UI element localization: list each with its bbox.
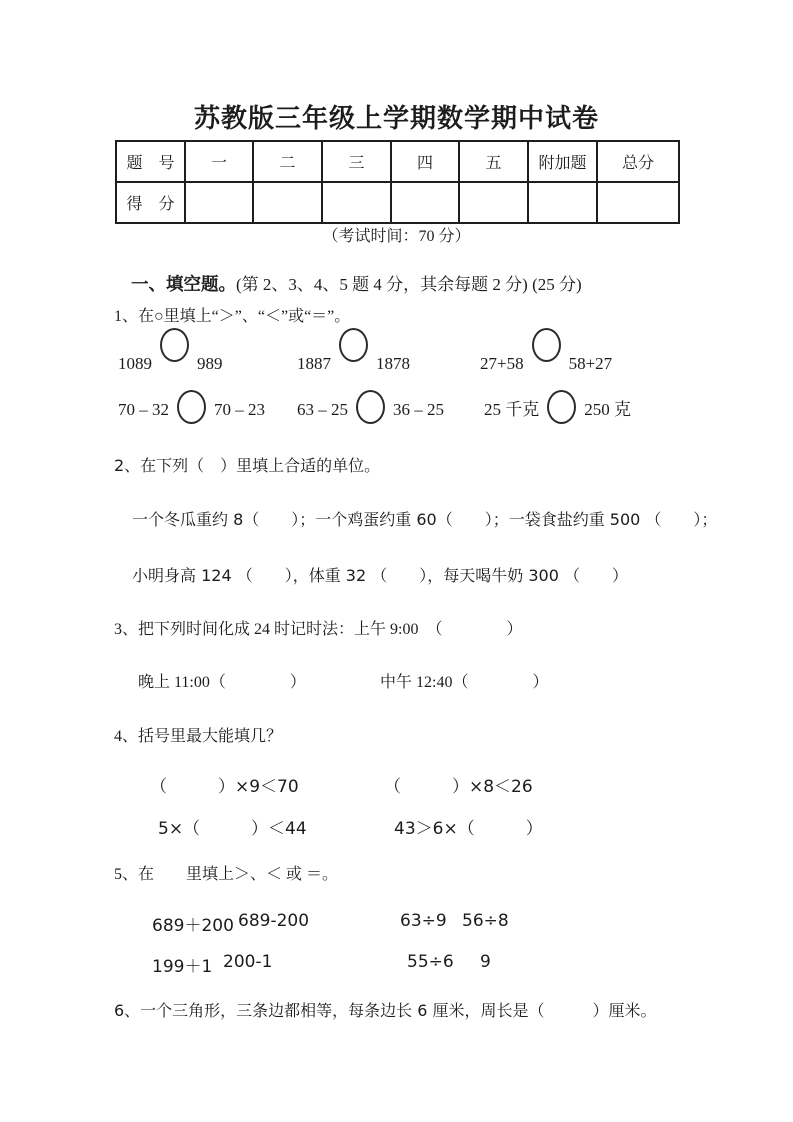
comparison-left-value: 25 千克 <box>484 400 540 419</box>
question-5-expression: 56÷8 <box>462 911 509 931</box>
section-one-scoring-note: (第 2、3、4、5 题 4 分，其余每题 2 分) (25 分) <box>236 275 582 294</box>
score-table-header-cell: 四 <box>391 141 459 182</box>
comparison-right-value: 70 – 23 <box>214 400 265 419</box>
score-cell-empty <box>391 182 459 223</box>
question-4-prompt: 4、括号里最大能填几？ <box>114 728 283 745</box>
score-table-header-cell: 题 号 <box>116 141 185 182</box>
question-5-expression: 9 <box>480 952 491 972</box>
score-cell-empty <box>597 182 679 223</box>
comparison-circle-icon <box>339 328 368 362</box>
comparison-right-value: 58+27 <box>568 354 613 373</box>
comparison-left-value: 27+58 <box>480 354 524 373</box>
comparison-item <box>480 328 612 374</box>
score-cell-empty <box>322 182 391 223</box>
comparison-item <box>484 390 631 424</box>
question-5-expression: 55÷6 <box>407 952 454 972</box>
question-4-item-3: 5×（ ）＜44 <box>158 819 307 839</box>
question-5-expression: 63÷9 <box>400 911 447 931</box>
comparison-left-value: 63 – 25 <box>297 400 348 419</box>
score-cell-empty <box>459 182 528 223</box>
score-cell-empty <box>528 182 597 223</box>
score-table-header-cell: 三 <box>322 141 391 182</box>
question-4-item-1: （ ）×9＜70 <box>150 777 299 797</box>
score-table <box>115 140 680 224</box>
question-3-item-noon: 中午 12:40（ ） <box>380 674 549 691</box>
comparison-left-value: 1887 <box>297 354 331 373</box>
question-3-prompt: 3、把下列时间化成 24 时记时法：上午 9:00 （ ） <box>114 621 523 638</box>
exam-time-note: （考试时间：70 分） <box>322 228 471 245</box>
section-one-title: 一、填空题。 <box>131 275 236 295</box>
score-table-score-row <box>116 182 679 223</box>
question-5-expression: 199＋1 <box>152 957 213 977</box>
question-2-prompt: 2、在下列（ ）里填上合适的单位。 <box>114 456 381 475</box>
score-table-header-cell: 总分 <box>597 141 679 182</box>
comparison-right-value: 36 – 25 <box>393 400 444 419</box>
question-5-expression: 200-1 <box>223 952 273 972</box>
comparison-left-value: 70 – 32 <box>118 400 169 419</box>
score-table-header-cell: 五 <box>459 141 528 182</box>
question-3-item-evening: 晚上 11:00（ ） <box>138 674 306 691</box>
question-5-prompt: 5、在 里填上＞、＜ 或 ＝。 <box>114 866 339 883</box>
question-6-text: 6、一个三角形，三条边都相等，每条边长 6 厘米，周长是（ ）厘米。 <box>114 1001 657 1020</box>
comparison-item <box>118 390 265 424</box>
score-table-header-cell: 附加题 <box>528 141 597 182</box>
comparison-item <box>297 328 410 374</box>
comparison-right-value: 989 <box>197 354 223 373</box>
score-table-header-cell: 二 <box>253 141 322 182</box>
question-1-prompt: 1、在○里填上“＞”、“＜”或“＝”。 <box>114 308 351 325</box>
comparison-circle-icon <box>547 390 576 424</box>
comparison-item <box>297 390 444 424</box>
question-2-line-2: 小明身高 124 （ ），体重 32 （ ），每天喝牛奶 300 （ ） <box>132 566 628 585</box>
question-5-expression: 689-200 <box>238 911 310 931</box>
question-2-line-1: 一个冬瓜重约 8（ ）；一个鸡蛋约重 60（ ）；一袋食盐约重 500 （ ）； <box>132 510 718 529</box>
score-table-header-row <box>116 141 679 182</box>
question-4-item-4: 43＞6×（ ） <box>394 819 543 839</box>
comparison-circle-icon <box>177 390 206 424</box>
page-title: 苏教版三年级上学期数学期中试卷 <box>193 104 599 134</box>
question-4-item-2: （ ）×8＜26 <box>384 777 533 797</box>
comparison-circle-icon <box>532 328 561 362</box>
comparison-right-value: 250 克 <box>584 400 631 419</box>
score-table-header-cell: 一 <box>185 141 253 182</box>
question-5-expression: 689＋200 <box>152 916 234 936</box>
score-row-label: 得 分 <box>116 182 185 223</box>
comparison-left-value: 1089 <box>118 354 152 373</box>
comparison-right-value: 1878 <box>376 354 410 373</box>
comparison-circle-icon <box>160 328 189 362</box>
score-cell-empty <box>185 182 253 223</box>
score-cell-empty <box>253 182 322 223</box>
comparison-item <box>118 328 223 374</box>
comparison-circle-icon <box>356 390 385 424</box>
